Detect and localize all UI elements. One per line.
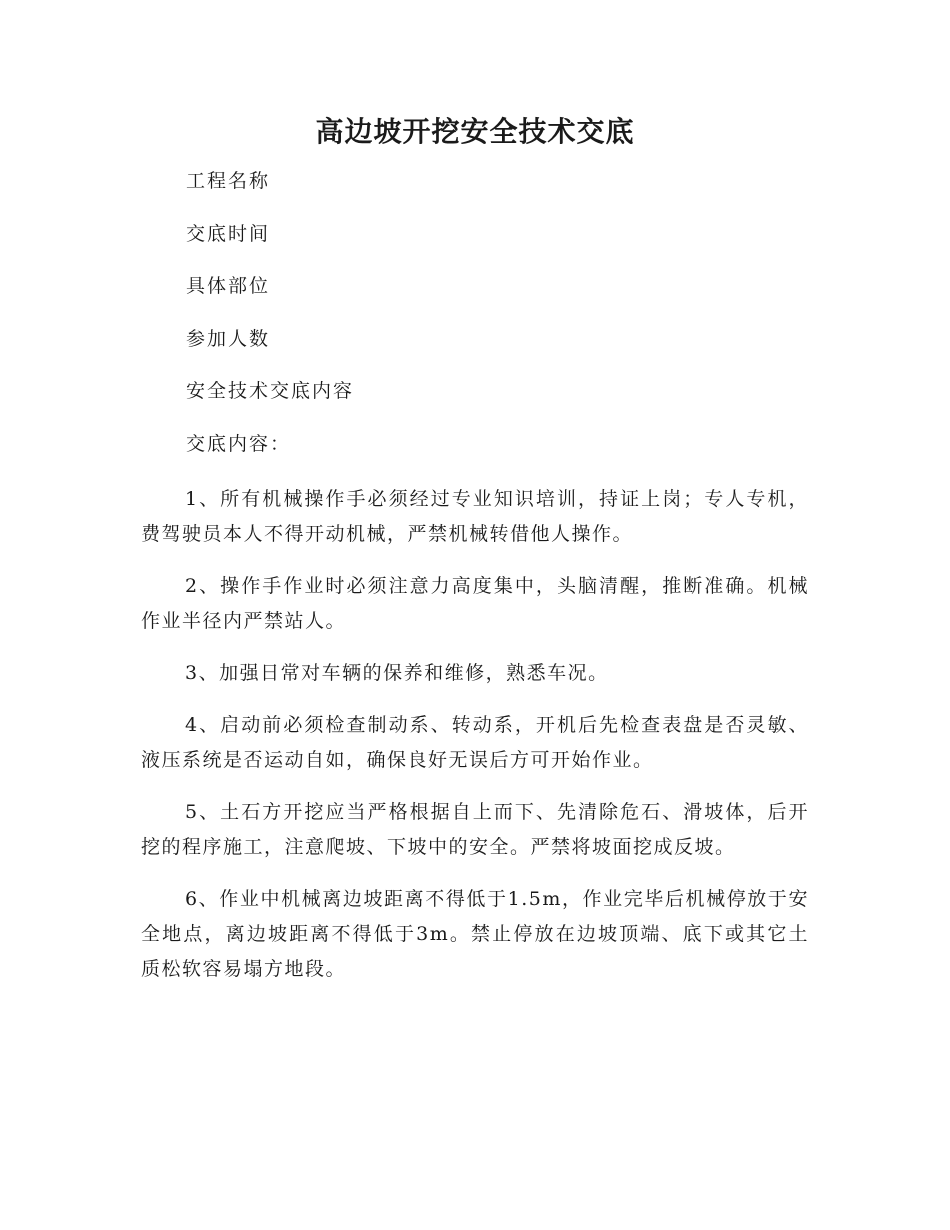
field-safety-briefing-content: 安全技术交底内容: [186, 380, 355, 402]
briefing-body: [141, 482, 809, 1004]
header-fields: [186, 166, 806, 481]
paragraph-1: 1、所有机械操作手必须经过专业知识培训，持证上岗；专人专机，费驾驶员本人不得开动机械，严禁机械转借他人操作。: [141, 488, 809, 545]
field-specific-location: 具体部位: [186, 275, 271, 297]
document-title: 高边坡开挖安全技术交底: [315, 115, 635, 148]
field-briefing-time: 交底时间: [186, 222, 271, 245]
paragraph-5: 5、土石方开挖应当严格根据自上而下、先清除危石、滑坡体，后开挖的程序施工，注意爬坡、下坡中的安全。严禁将坡面挖成反坡。: [141, 801, 809, 858]
paragraph-3: 3、加强日常对车辆的保养和维修，熟悉车况。: [185, 662, 609, 684]
field-project-name: 工程名称: [186, 170, 271, 192]
field-briefing-content-label: 交底内容：: [186, 432, 292, 455]
paragraph-6: 6、作业中机械离边坡距离不得低于1.5m，作业完毕后机械停放于安全地点，离边坡距离不得低于3m。禁止停放在边坡顶端、底下或其它土质松软容易塌方地段。: [141, 888, 809, 980]
field-participant-count: 参加人数: [186, 327, 271, 350]
paragraph-2: 2、操作手作业时必须注意力高度集中，头脑清醒，推断准确。机械作业半径内严禁站人。: [141, 575, 809, 632]
paragraph-4: 4、启动前必须检查制动系、转动系，开机后先检查表盘是否灵敏、液压系统是否运动自如，确保良好无误后方可开始作业。: [141, 714, 809, 771]
